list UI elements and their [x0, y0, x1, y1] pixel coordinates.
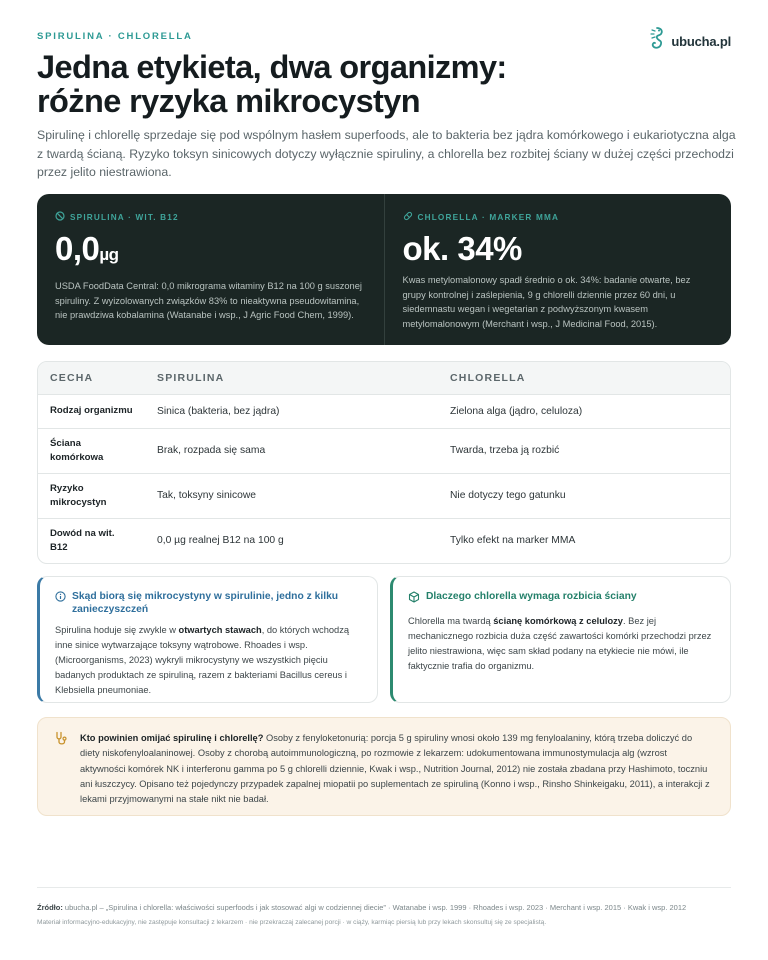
footer	[37, 887, 731, 926]
stat-spirulina-text: USDA FoodData Central: 0,0 mikrograma witaminy B12 na 100 g suszonej spiruliny. Z wyizolowanych związków 83% to nieaktywna pseudowitamina, nie prawdziwa kobalamina (Watanabe i wsp., J Agric Food Chem, 1999).	[55, 281, 362, 321]
source-text: ubucha.pl – „Spirulina i chlorella: właściwości superfoods i jak stosować algi w codziennej diecie” · Watanabe i wsp. 1999 · Rhoades i wsp. 2023 · Merchant i wsp. 2015 · Kwak i wsp. 2012	[62, 903, 687, 912]
info-icon	[55, 591, 66, 606]
stat-spirulina-unit: µg	[99, 245, 119, 264]
row-chlorella: Tylko efekt na marker MMA	[438, 518, 730, 563]
stat-spirulina-value	[55, 231, 366, 273]
pill-icon	[403, 211, 413, 223]
row-chlorella: Twarda, trzeba ją rozbić	[438, 428, 730, 473]
stat-chlorella-label-text: CHLORELLA · MARKER MMA	[417, 212, 560, 222]
card-microcystins-body-pre: Spirulina hoduje się zwykle w	[55, 625, 179, 635]
logo[interactable]	[645, 26, 731, 57]
ban-icon	[55, 211, 65, 223]
row-feature: Ściana komórkowa	[38, 428, 145, 473]
warning-title: Kto powinien omijać spirulinę i chlorellę?	[80, 733, 264, 743]
card-microcystins-title-text: Skąd biorą się mikrocystyny w spirulinie, jedno z kilku zanieczyszczeń	[72, 591, 339, 615]
stat-chlorella-label	[403, 211, 714, 223]
row-feature: Dowód na wit. B12	[38, 518, 145, 563]
title-line-1: Jedna etykieta, dwa organizmy:	[37, 49, 507, 85]
stat-spirulina-label-text: SPIRULINA · WIT. B12	[70, 212, 179, 222]
column-header-chlorella: CHLORELLA	[438, 362, 730, 394]
table-row	[38, 473, 730, 518]
table-row	[38, 428, 730, 473]
logo-text: ubucha.pl	[671, 34, 731, 49]
card-chlorella-wall-title-text: Dlaczego chlorella wymaga rozbicia ściany	[426, 591, 637, 602]
lead-paragraph: Spirulinę i chlorellę sprzedaje się pod wspólnym hasłem superfoods, ale to bakteria bez jądra komórkowego i eukariotyczna alga z twardą ścianą. Ryzyko toksyn sinicowych dotyczy wyłącznie spiruliny, a chlorella bez rozbitej ściany w dużej części przechodzi przez jelito niestrawiona.	[37, 128, 736, 179]
card-microcystins-body-post: , do których wchodzą inne sinice wytwarzające toksyny wątrobowe. Rhoades i wsp. (Microorganisms, 2023) wykryli mikrocystyny we wszystkich pięciu badanych produktach ze spiruliną, razem z bakteriami Bacillus cereus i Klebsiella pneumoniae.	[55, 625, 350, 695]
card-chlorella-wall-body-bold: ścianę komórkową z celulozy	[493, 616, 623, 626]
comparison-table	[37, 361, 731, 564]
card-microcystins-body-bold: otwartych stawach	[178, 625, 262, 635]
card-microcystins-body	[55, 623, 363, 698]
column-header-spirulina: SPIRULINA	[145, 362, 438, 394]
row-spirulina: Sinica (bakteria, bez jądra)	[157, 405, 280, 417]
stats-panel	[37, 194, 731, 345]
header	[37, 0, 731, 49]
kicker: SPIRULINA · CHLORELLA	[37, 31, 193, 42]
card-chlorella-wall-title	[408, 590, 716, 607]
stat-chlorella	[384, 194, 732, 345]
card-chlorella-wall	[390, 576, 731, 703]
card-microcystins	[37, 576, 378, 703]
row-spirulina: 0,0 µg realnej B12 na 100 g	[145, 518, 438, 563]
column-header-feature: CECHA	[38, 362, 145, 394]
table-row	[38, 394, 730, 428]
warning-box	[37, 717, 731, 816]
row-chlorella: Nie dotyczy tego gatunku	[438, 473, 730, 518]
warning-text	[80, 731, 714, 815]
stat-chlorella-text: Kwas metylomalonowy spadł średnio o ok. 34%: badanie otwarte, bez grupy kontrolnej i zaślepienia, 9 g chlorelli dziennie przez 60 dni, u siedemnastu wegan i wegetarian z podwyższonym kwasem metylomalonowym (Merchant i wsp., J Medicinal Food, 2015).	[402, 275, 691, 329]
row-spirulina: Tak, toksyny sinicowe	[145, 473, 438, 518]
row-spirulina: Brak, rozpada się sama	[145, 428, 438, 473]
source-line	[37, 902, 731, 913]
row-feature: Rodzaj organizmu	[50, 405, 133, 416]
table-row	[38, 518, 730, 563]
row-chlorella: Zielona alga (jądro, celuloza)	[450, 405, 583, 417]
cube-icon	[408, 591, 420, 607]
warning-body: Osoby z fenyloketonurią: porcja 5 g spiruliny wnosi około 139 mg fenyloalaniny, którą trzeba doliczyć do diety niskofenyloalaninowej. Osoby z chorobą autoimmunologiczną, po rozmowie z lekarzem: udokumentowana immunostymulacja alg (wzrost aktywności komórek NK i interferonu gamma po 5 g chlorelli dziennie, Kwak i wsp., Nutrition Journal, 2012) nie została zbadana przy Hashimoto, toczniu ani łuszczycy. Opisano też pojedynczy przypadek zapalnej miopatii po suplementach ze spiruliną (Konno i wsp., Rinsho Shinkeigaku, 2011), a interakcji z lekami przyjmowanymi na stałe nikt nie badał.	[80, 733, 710, 805]
stethoscope-icon	[54, 731, 70, 815]
card-microcystins-title	[55, 590, 363, 616]
card-chlorella-wall-body-pre: Chlorella ma twardą	[408, 616, 494, 626]
card-chlorella-wall-body	[408, 614, 716, 674]
page-title	[37, 50, 657, 118]
row-feature: Ryzyko mikrocystyn	[38, 473, 145, 518]
title-line-2: różne ryzyka mikrocystyn	[37, 83, 421, 119]
stat-spirulina-label	[55, 211, 366, 223]
stat-spirulina	[37, 194, 384, 345]
card-chlorella-wall-body-post: . Bez jej mechanicznego rozbicia duża część zawartości komórki przechodzi przez jelito niestrawiona, więc sam skład podany na etykiecie nie mówi, ile faktycznie trafia do organizmu.	[408, 616, 712, 671]
source-label: Źródło:	[37, 903, 63, 912]
stat-spirulina-number: 0,0	[55, 230, 100, 267]
stat-chlorella-value: ok. 34%	[402, 230, 522, 267]
table-header-row	[38, 362, 730, 394]
disclaimer: Materiał informacyjno-edukacyjny, nie zastępuje konsultacji z lekarzem · nie przekraczaj zalecanej porcji · w ciąży, karmiąc piersią lub przy lekach skonsultuj się ze specjalistą.	[37, 919, 547, 926]
